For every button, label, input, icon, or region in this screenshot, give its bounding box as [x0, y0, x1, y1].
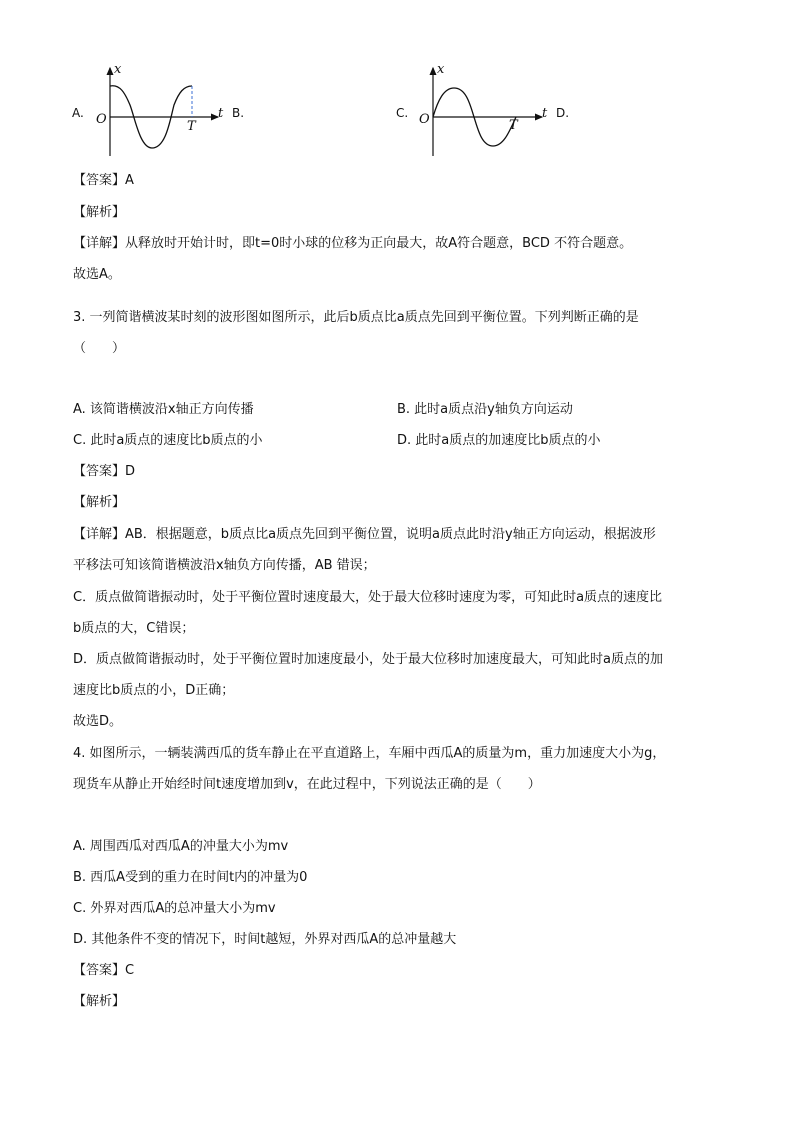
q3-option-c: C. 此时a质点的速度比b质点的小	[73, 433, 263, 448]
q2-answer: 【答案】A	[73, 173, 134, 188]
origin-label: O	[96, 112, 107, 127]
origin-label: O	[419, 112, 430, 127]
q3-option-b: B. 此时a质点沿y轴负方向运动	[397, 402, 573, 417]
q3-analysis-heading: 【解析】	[73, 495, 126, 510]
q4-option-d: D. 其他条件不变的情况下，时间t越短，外界对西瓜A的总冲量越大	[73, 932, 457, 947]
q2-conclusion: 故选A。	[73, 267, 121, 282]
q3-paren: （ ）	[73, 341, 126, 356]
q3-d-line-1: D．质点做简谐振动时，处于平衡位置时加速度最小，处于最大位移时加速度最大，可知此时a质点的加	[73, 652, 663, 667]
q4-stem-line-1: 4. 如图所示，一辆装满西瓜的货车静止在平直道路上，车厢中西瓜A的质量为m，重力加速度大小为g，	[73, 746, 666, 761]
q4-option-a: A. 周围西瓜对西瓜A的冲量大小为mv	[73, 839, 289, 854]
figure-label-a: A.	[72, 106, 84, 120]
figure-label-d: D.	[556, 106, 570, 120]
axis-t-label: t	[218, 106, 224, 121]
q4-analysis-heading: 【解析】	[73, 994, 126, 1009]
figure-label-b: B.	[232, 106, 245, 120]
q3-detail-line-1: 【详解】AB．根据题意，b质点比a质点先回到平衡位置，说明a质点此时沿y轴正方向运动，根据波形	[73, 527, 656, 542]
q3-option-a: A. 该简谐横波沿x轴正方向传播	[73, 402, 254, 417]
figure-option-a	[70, 60, 250, 160]
q3-answer: 【答案】D	[73, 464, 136, 479]
q3-stem: 3. 一列简谐横波某时刻的波形图如图所示，此后b质点比a质点先回到平衡位置。下列判断正确的是	[73, 310, 639, 325]
axis-x-label: x	[114, 62, 122, 77]
axis-x-label: x	[437, 62, 445, 77]
q2-detail: 【详解】从释放时开始计时，即t=0时小球的位移为正向最大，故A符合题意，BCD 不符合题意。	[73, 236, 633, 251]
q3-c-line-2: b质点的大，C错误；	[73, 621, 195, 636]
q4-option-b: B. 西瓜A受到的重力在时间t内的冲量为0	[73, 870, 308, 885]
q4-stem-line-2: 现货车从静止开始经时间t速度增加到v，在此过程中，下列说法正确的是（ ）	[73, 777, 541, 792]
q3-option-d: D. 此时a质点的加速度比b质点的小	[397, 433, 601, 448]
axis-t-label: t	[542, 106, 548, 121]
q3-d-line-2: 速度比b质点的小，D正确；	[73, 683, 235, 698]
q3-detail-line-2: 平移法可知该简谐横波沿x轴负方向传播，AB 错误；	[73, 558, 376, 573]
q3-conclusion: 故选D。	[73, 714, 123, 729]
figure-option-c	[396, 60, 586, 160]
period-label: T	[509, 118, 518, 133]
figure-label-c: C.	[396, 106, 409, 120]
q2-analysis-heading: 【解析】	[73, 205, 126, 220]
q4-option-c: C. 外界对西瓜A的总冲量大小为mv	[73, 901, 276, 916]
q3-c-line-1: C．质点做简谐振动时，处于平衡位置时速度最大，处于最大位移时速度为零，可知此时a质点的速度比	[73, 590, 663, 605]
q4-answer: 【答案】C	[73, 963, 135, 978]
period-label: T	[187, 119, 196, 134]
